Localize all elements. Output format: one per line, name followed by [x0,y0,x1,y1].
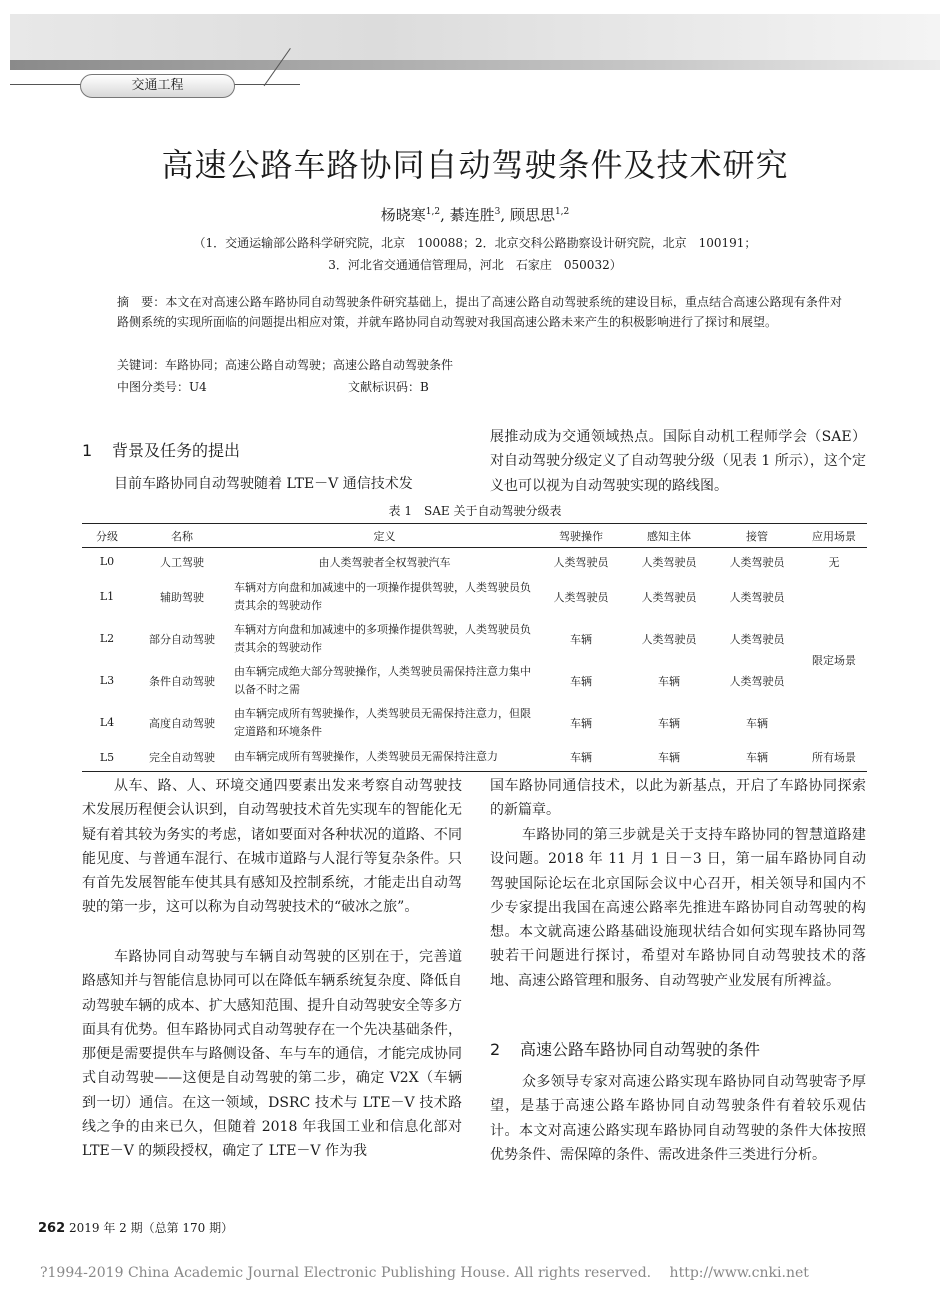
column-header: 名称 [171,529,193,543]
header-band-shadow [10,60,940,70]
paper-title: 高速公路车路协同自动驾驶条件及技术研究 [161,146,789,184]
affiliation-line: （1．交通运输部公路科学研究院，北京 100088；2．北京交科公路勘察设计研究院，北京 100191； [193,236,757,250]
operation-cell: 车辆 [570,632,592,646]
author-affil-sup: 1,2 [425,207,441,217]
clc-number: 中图分类号：U4 [117,380,207,394]
body-paragraph: 目前车路协同自动驾驶随着 LTE－V 通信技术发 [114,476,413,492]
name-cell: 高度自动驾驶 [149,716,215,730]
table-row [82,702,867,744]
operation-cell: 车辆 [570,716,592,730]
page-number: 262 [38,1221,66,1236]
perception-cell: 车辆 [658,716,680,730]
section-title: 背景及任务的提出 [112,441,241,460]
operation-cell: 车辆 [570,674,592,688]
header-band [10,14,940,60]
author-name: 顾思思 [509,206,555,224]
author-sep: , [500,206,506,224]
column-header: 应用场景 [812,529,856,543]
body-paragraph: 国车路协同通信技术，以此为新基点，开启了车路协同探索的新篇章。 [490,778,866,819]
name-cell: 部分自动驾驶 [149,632,215,646]
abstract: 摘 要：本文在对高速公路车路协同自动驾驶条件研究基础上，提出了高速公路自动驾驶系统的建设目标，重点结合高速公路现有条件对路侧系统的实现所面临的问题提出相应对策，并就车路协同自动驾驶对我国高速公路未来产生的积极影响进行了探讨和展望。 [117,295,842,329]
body-paragraph: 展推动成为交通领域热点。国际自动机工程师学会（SAE）对自动驾驶分级定义了自动驾驶分级（见表 1 所示），这个定义也可以视为自动驾驶实现的路线图。 [490,429,866,494]
definition-cell: 车辆对方向盘和加减速中的一项操作提供驾驶，人类驾驶员负责其余的驾驶动作 [234,580,531,612]
section-number: 2 [490,1040,501,1059]
category-label: 交通工程 [80,74,235,98]
definition-cell: 由车辆完成绝大部分驾驶操作，人类驾驶员需保持注意力集中以备不时之需 [234,664,531,696]
body-paragraph: 车路协同自动驾驶与车辆自动驾驶的区别在于，完善道路感知并与智能信息协同可以在降低车辆系统复杂度、降低自动驾驶车辆的成本、扩大感知范围、提升自动驾驶安全等多方面具有优势。但车路协同式自动驾驶存在一个先决基础条件，那便是需要提供车与路侧设备、车与车的通信，才能完成协同式自动驾驶——这便是自动驾驶的第二步，确定 V2X（车辆到一切）通信。在这一领域，DSRC 技术与 LTE－V 技术路线之争的由来已久，但随着 2018 年我国工业和信息化部对 LTE－V 的频段授权，确定了 LTE－V 作为我 [82,949,462,1160]
definition-cell: 由车辆完成所有驾驶操作，人类驾驶员无需保持注意力，但限定道路和环境条件 [234,706,531,738]
body-paragraph: 从车、路、人、环境交通四要素出发来考察自动驾驶技术发展历程便会认识到，自动驾驶技术首先实现车的智能化无疑有着其较为务实的考虑，诸如要面对各种状况的道路、不同能见度、与普通车混行、在城市道路与人混行等复杂条件。只有首先发展智能车使其具有感知及控制系统，才能走出自动驾驶的第一步，这可以称为自动驾驶技术的“破冰之旅”。 [82,778,462,916]
name-cell: 辅助驾驶 [160,590,204,604]
level-cell: L1 [99,590,115,603]
column-header: 分级 [96,529,118,543]
column-header: 感知主体 [647,529,691,543]
name-cell: 人工驾驶 [160,555,204,569]
name-cell: 条件自动驾驶 [149,674,215,688]
section-heading [82,438,240,461]
table-row [82,576,867,618]
author-sep: , [440,206,445,224]
section-heading [490,1037,760,1060]
scene-cell: 无 [828,555,840,569]
body-paragraph: 众多领导专家对高速公路实现车路协同自动驾驶寄予厚望，是基于高速公路车路协同自动驾驶条件有着较乐观估计。本文对高速公路实现车路协同自动驾驶的条件大体按照优势条件、需保障的条件、需改进条件三类进行分析。 [490,1074,866,1163]
scene-cell: 限定场景 [812,653,856,667]
level-cell: L3 [99,674,115,687]
level-cell: L2 [99,632,115,645]
perception-cell: 车辆 [658,751,680,765]
perception-cell: 人类驾驶员 [641,632,697,646]
perception-cell: 车辆 [658,674,680,688]
sae-levels-table [82,523,867,772]
table-row [82,744,867,772]
definition-cell: 由车辆完成所有驾驶操作，人类驾驶员无需保持注意力 [234,750,498,764]
author-name: 綦连胜 [449,206,495,224]
definition-cell: 由人类驾驶者全权驾驶汽车 [318,555,451,569]
table-row [82,548,867,576]
affiliation-line: 3．河北省交通通信管理局，河北 石家庄 050032） [328,258,622,272]
body-paragraph: 车路协同的第三步就是关于支持车路协同的智慧道路建设问题。2018 年 11 月 1 日－3 日，第一届车路协同自动驾驶国际论坛在北京国际会议中心召开，相关领导和国内不少专家提出我国在高速公路率先推进车路协同自动驾驶的构想。本文就高速公路基础设施现状结合如何实现车路协同驾驶若干问题进行探讨，希望对车路协同自动驾驶技术的落地、高速公路管理和服务、自动驾驶产业发展有所裨益。 [490,827,866,989]
document-code: 文献标识码：B [348,380,429,394]
author-name: 杨晓寒 [380,206,426,224]
level-cell: L5 [99,750,115,764]
takeover-cell: 人类驾驶员 [729,555,785,569]
takeover-cell: 人类驾驶员 [729,632,785,646]
column-header: 驾驶操作 [559,529,603,543]
table-row [82,618,867,660]
table-caption: 表 1 SAE 关于自动驾驶分级表 [388,504,562,518]
table-header-row [82,524,867,548]
takeover-cell: 人类驾驶员 [729,590,785,604]
section-number: 1 [82,441,93,460]
operation-cell: 人类驾驶员 [553,555,609,569]
page-footer [38,1219,233,1236]
level-cell: L4 [99,716,115,729]
perception-cell: 人类驾驶员 [641,555,697,569]
author-affil-sup: 1,2 [554,207,570,217]
column-header: 接管 [746,529,768,543]
takeover-cell: 车辆 [746,751,768,765]
issue-info: 2019 年 2 期（总第 170 期） [68,1221,234,1235]
definition-cell: 车辆对方向盘和加减速中的多项操作提供驾驶，人类驾驶员负责其余的驾驶动作 [234,622,531,654]
author-affil-sup: 3 [494,207,501,217]
operation-cell: 人类驾驶员 [553,590,609,604]
takeover-cell: 车辆 [746,716,768,730]
copyright-line: ?1994-2019 China Academic Journal Electronic Publishing House. All rights reserved. http://www.cnki.net [40,1265,809,1281]
perception-cell: 人类驾驶员 [641,590,697,604]
column-header: 定义 [373,529,396,543]
section-title: 高速公路车路协同自动驾驶的条件 [520,1040,761,1059]
table-row [82,660,867,702]
authors [0,204,950,225]
operation-cell: 车辆 [570,751,592,765]
takeover-cell: 人类驾驶员 [729,674,785,688]
name-cell: 完全自动驾驶 [149,751,215,765]
scene-cell: 所有场景 [812,751,856,765]
level-cell: L0 [99,555,115,569]
keywords: 关键词：车路协同；高速公路自动驾驶；高速公路自动驾驶条件 [117,358,454,372]
